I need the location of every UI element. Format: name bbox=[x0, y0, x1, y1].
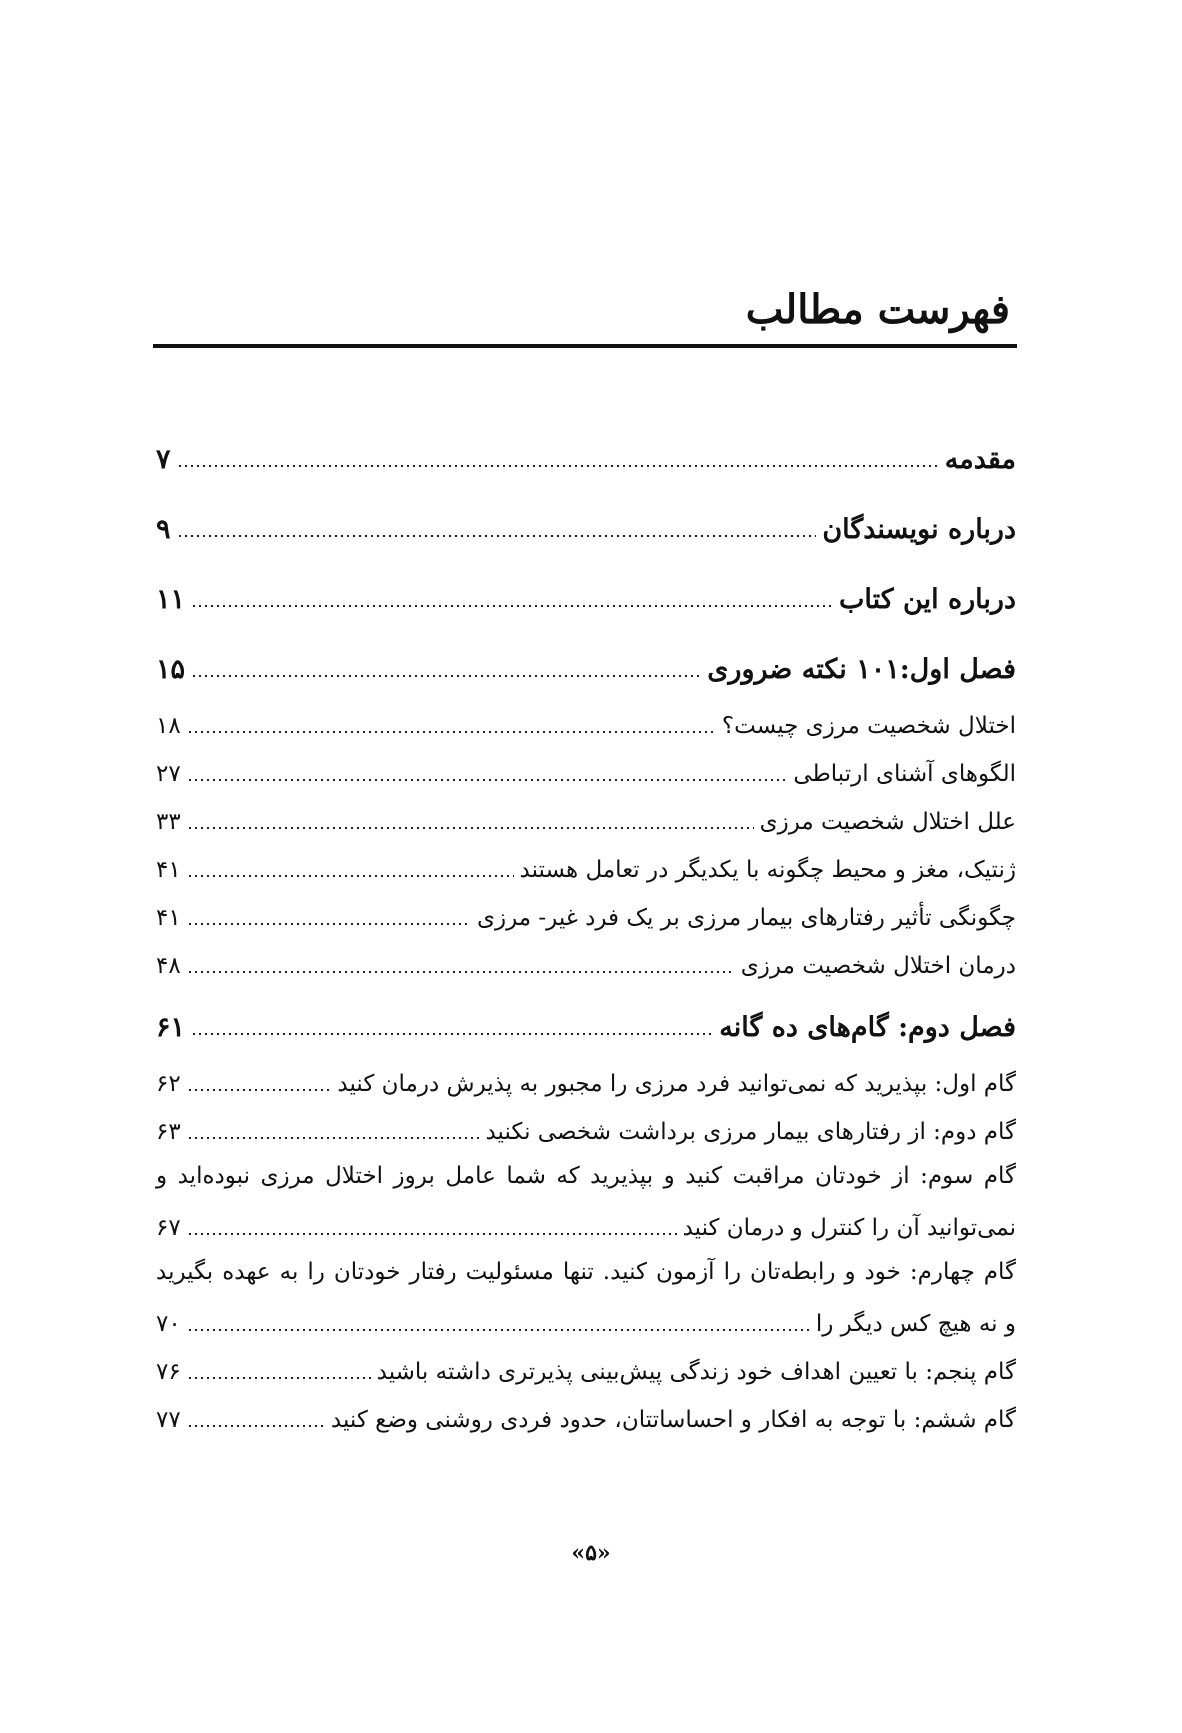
toc-entry-section bbox=[156, 890, 1016, 938]
toc-leader-dots bbox=[187, 919, 471, 929]
toc-page-number: ۱۵ bbox=[156, 654, 186, 685]
toc-entry-section bbox=[156, 698, 1016, 746]
toc-leader-dots bbox=[187, 823, 754, 833]
toc-entry-wrapped-line: گام چهارم: خود و رابطه‌تان را آزمون کنید. تنها مسئولیت رفتار خودتان را به عهده بگیرید bbox=[156, 1259, 1016, 1285]
page-title: فهرست مطالب bbox=[745, 286, 1010, 333]
toc-entry-section bbox=[156, 1392, 1016, 1440]
toc-entry-section bbox=[156, 842, 1016, 890]
toc-page-number: ۶۲ bbox=[156, 1071, 181, 1097]
toc-leader-dots bbox=[191, 601, 833, 611]
toc-page-number: ۲۷ bbox=[156, 761, 181, 787]
toc-entry-section bbox=[156, 938, 1016, 986]
toc-leader-dots bbox=[187, 967, 735, 977]
toc-entry-title: درباره این کتاب bbox=[838, 584, 1016, 615]
toc-page-number: ۷ bbox=[156, 444, 171, 475]
toc-entry-section bbox=[156, 1056, 1016, 1104]
toc-entry-title: درباره نویسندگان bbox=[822, 514, 1016, 545]
toc-leader-dots bbox=[177, 461, 939, 471]
toc-entry-section bbox=[156, 1200, 1016, 1248]
toc-page-number: ۹ bbox=[156, 514, 171, 545]
toc-entry-section bbox=[156, 746, 1016, 794]
toc-entry-title: گام اول: بپذیرید که نمی‌توانید فرد مرزی را مجبور به پذیرش درمان کنید bbox=[337, 1071, 1016, 1097]
toc-leader-dots bbox=[177, 531, 817, 541]
toc-leader-dots bbox=[187, 1229, 677, 1239]
toc-entry-section bbox=[156, 794, 1016, 842]
toc-leader-dots bbox=[187, 1373, 371, 1383]
toc-entry-section bbox=[156, 1344, 1016, 1392]
toc-page-number: ۴۸ bbox=[156, 953, 181, 979]
toc-page-number: ۷۰ bbox=[156, 1311, 181, 1337]
toc-page-number: ۴۱ bbox=[156, 857, 181, 883]
toc-page-number: ۱۸ bbox=[156, 713, 181, 739]
toc-entry-title: الگوهای آشنای ارتباطی bbox=[793, 761, 1016, 787]
toc-page-number: ۶۱ bbox=[156, 1012, 186, 1043]
toc-entry-title: چگونگی تأثیر رفتارهای بیمار مرزی بر یک فرد غیر- مرزی bbox=[476, 905, 1016, 931]
toc-entry-about-authors bbox=[156, 502, 1016, 550]
toc-leader-dots bbox=[187, 775, 788, 785]
toc-entry-title: و نه هیچ کس دیگر را bbox=[815, 1311, 1016, 1337]
page-number: «۵» bbox=[571, 1540, 611, 1566]
toc-leader-dots bbox=[187, 1421, 325, 1431]
toc-entry-title: نمی‌توانید آن را کنترل و درمان کنید bbox=[682, 1215, 1016, 1241]
toc-entry-title: گام پنجم: با تعیین اهداف خود زندگی پیش‌بینی پذیرتری داشته باشید bbox=[376, 1359, 1016, 1385]
toc-entry-title: اختلال شخصیت مرزی چیست؟ bbox=[721, 713, 1016, 739]
toc-entry-section bbox=[156, 1296, 1016, 1344]
toc-entry-about-book bbox=[156, 572, 1016, 620]
toc-entry-title: مقدمه bbox=[944, 444, 1016, 475]
toc-leader-dots bbox=[187, 1325, 810, 1335]
toc-page-number: ۱۱ bbox=[156, 584, 186, 615]
toc-leader-dots bbox=[187, 727, 716, 737]
toc-leader-dots bbox=[191, 1029, 713, 1039]
toc-leader-dots bbox=[187, 1133, 480, 1143]
toc-leader-dots bbox=[187, 871, 514, 881]
toc-entry-section bbox=[156, 1104, 1016, 1152]
toc-page-number: ۳۳ bbox=[156, 809, 181, 835]
toc-entry-title: گام دوم: از رفتارهای بیمار مرزی برداشت شخصی نکنید bbox=[485, 1119, 1016, 1145]
toc-entry-title: درمان اختلال شخصیت مرزی bbox=[740, 953, 1016, 979]
toc-entry-title: فصل دوم: گام‌های ده گانه bbox=[719, 1012, 1016, 1043]
toc-entry-chapter-2 bbox=[156, 1000, 1016, 1048]
toc-page-number: ۴۱ bbox=[156, 905, 181, 931]
toc-page-number: ۷۷ bbox=[156, 1407, 181, 1433]
toc-leader-dots bbox=[191, 671, 701, 681]
toc-leader-dots bbox=[187, 1085, 332, 1095]
toc-page-number: ۷۶ bbox=[156, 1359, 181, 1385]
toc-page-number: ۶۷ bbox=[156, 1215, 181, 1241]
toc-entry-introduction bbox=[156, 432, 1016, 480]
toc-entry-title: علل اختلال شخصیت مرزی bbox=[759, 809, 1016, 835]
toc-entry-title: گام ششم: با توجه به افکار و احساساتتان، حدود فردی روشنی وضع کنید bbox=[330, 1407, 1016, 1433]
toc-entry-title: ژنتیک، مغز و محیط چگونه با یکدیگر در تعامل هستند bbox=[519, 857, 1016, 883]
toc-entry-title: فصل اول:۱۰۱ نکته ضروری bbox=[707, 654, 1016, 685]
toc-entry-chapter-1 bbox=[156, 642, 1016, 690]
toc-entry-wrapped-line: گام سوم: از خودتان مراقبت کنید و بپذیرید که شما عامل بروز اختلال مرزی نبوده‌اید و bbox=[156, 1163, 1016, 1189]
toc-page-number: ۶۳ bbox=[156, 1119, 181, 1145]
